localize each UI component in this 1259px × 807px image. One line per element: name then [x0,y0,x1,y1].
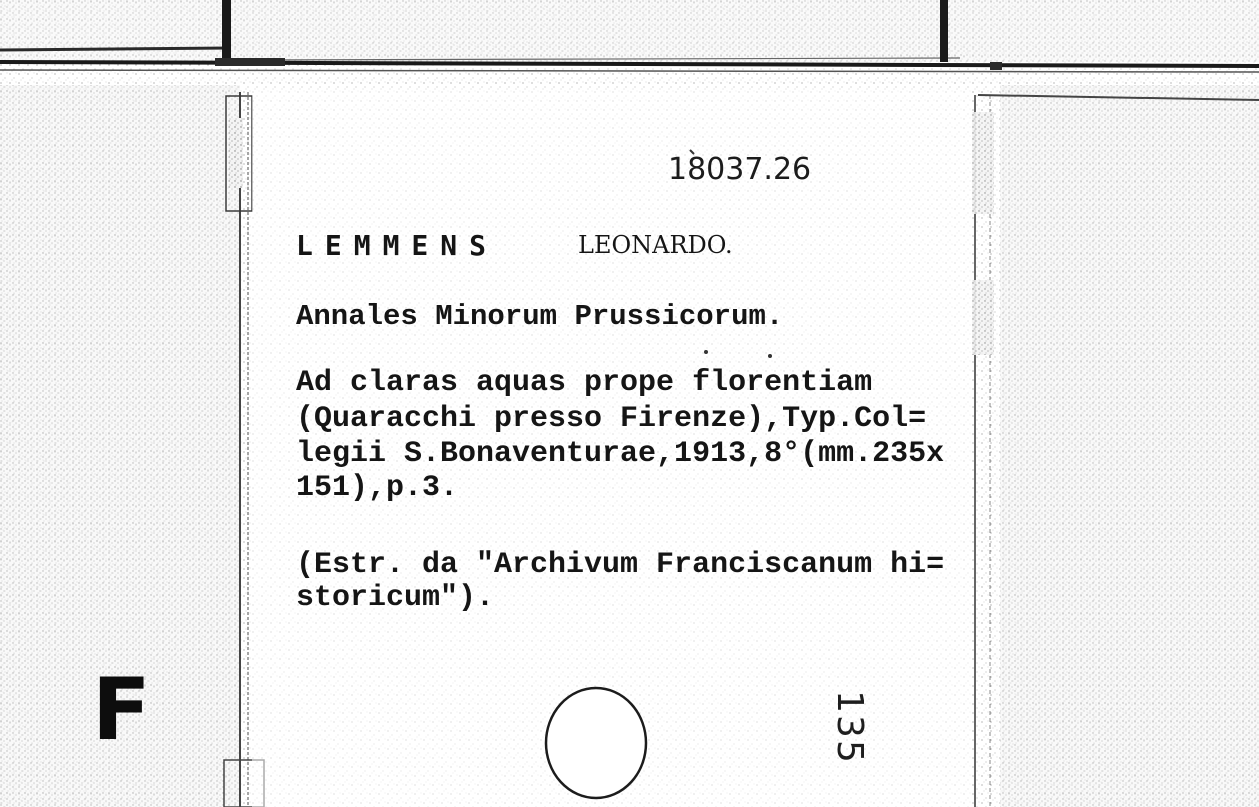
call-number: 18037.26 [668,152,812,187]
book-title: Annales Minorum Prussicorum. [296,300,784,333]
handwritten-letter-mark: F [92,660,151,760]
note-line: storicum"). [296,581,495,615]
punch-hole [546,688,646,798]
imprint-line: Ad claras aquas prope florentiam [296,366,873,400]
imprint-line: 151),p.3. [296,471,459,505]
imprint-line: legii S.Bonaventurae,1913,8°(mm.235x [296,437,945,471]
rotated-side-number: 135 [828,690,870,765]
note-line: (Estr. da "Archivum Franciscanum hi= [296,548,945,582]
author-surname: LEMMENS [296,229,499,262]
author-forename: LEONARDO. [578,231,733,259]
imprint-line: (Quaracchi presso Firenze),Typ.Col= [296,402,927,436]
